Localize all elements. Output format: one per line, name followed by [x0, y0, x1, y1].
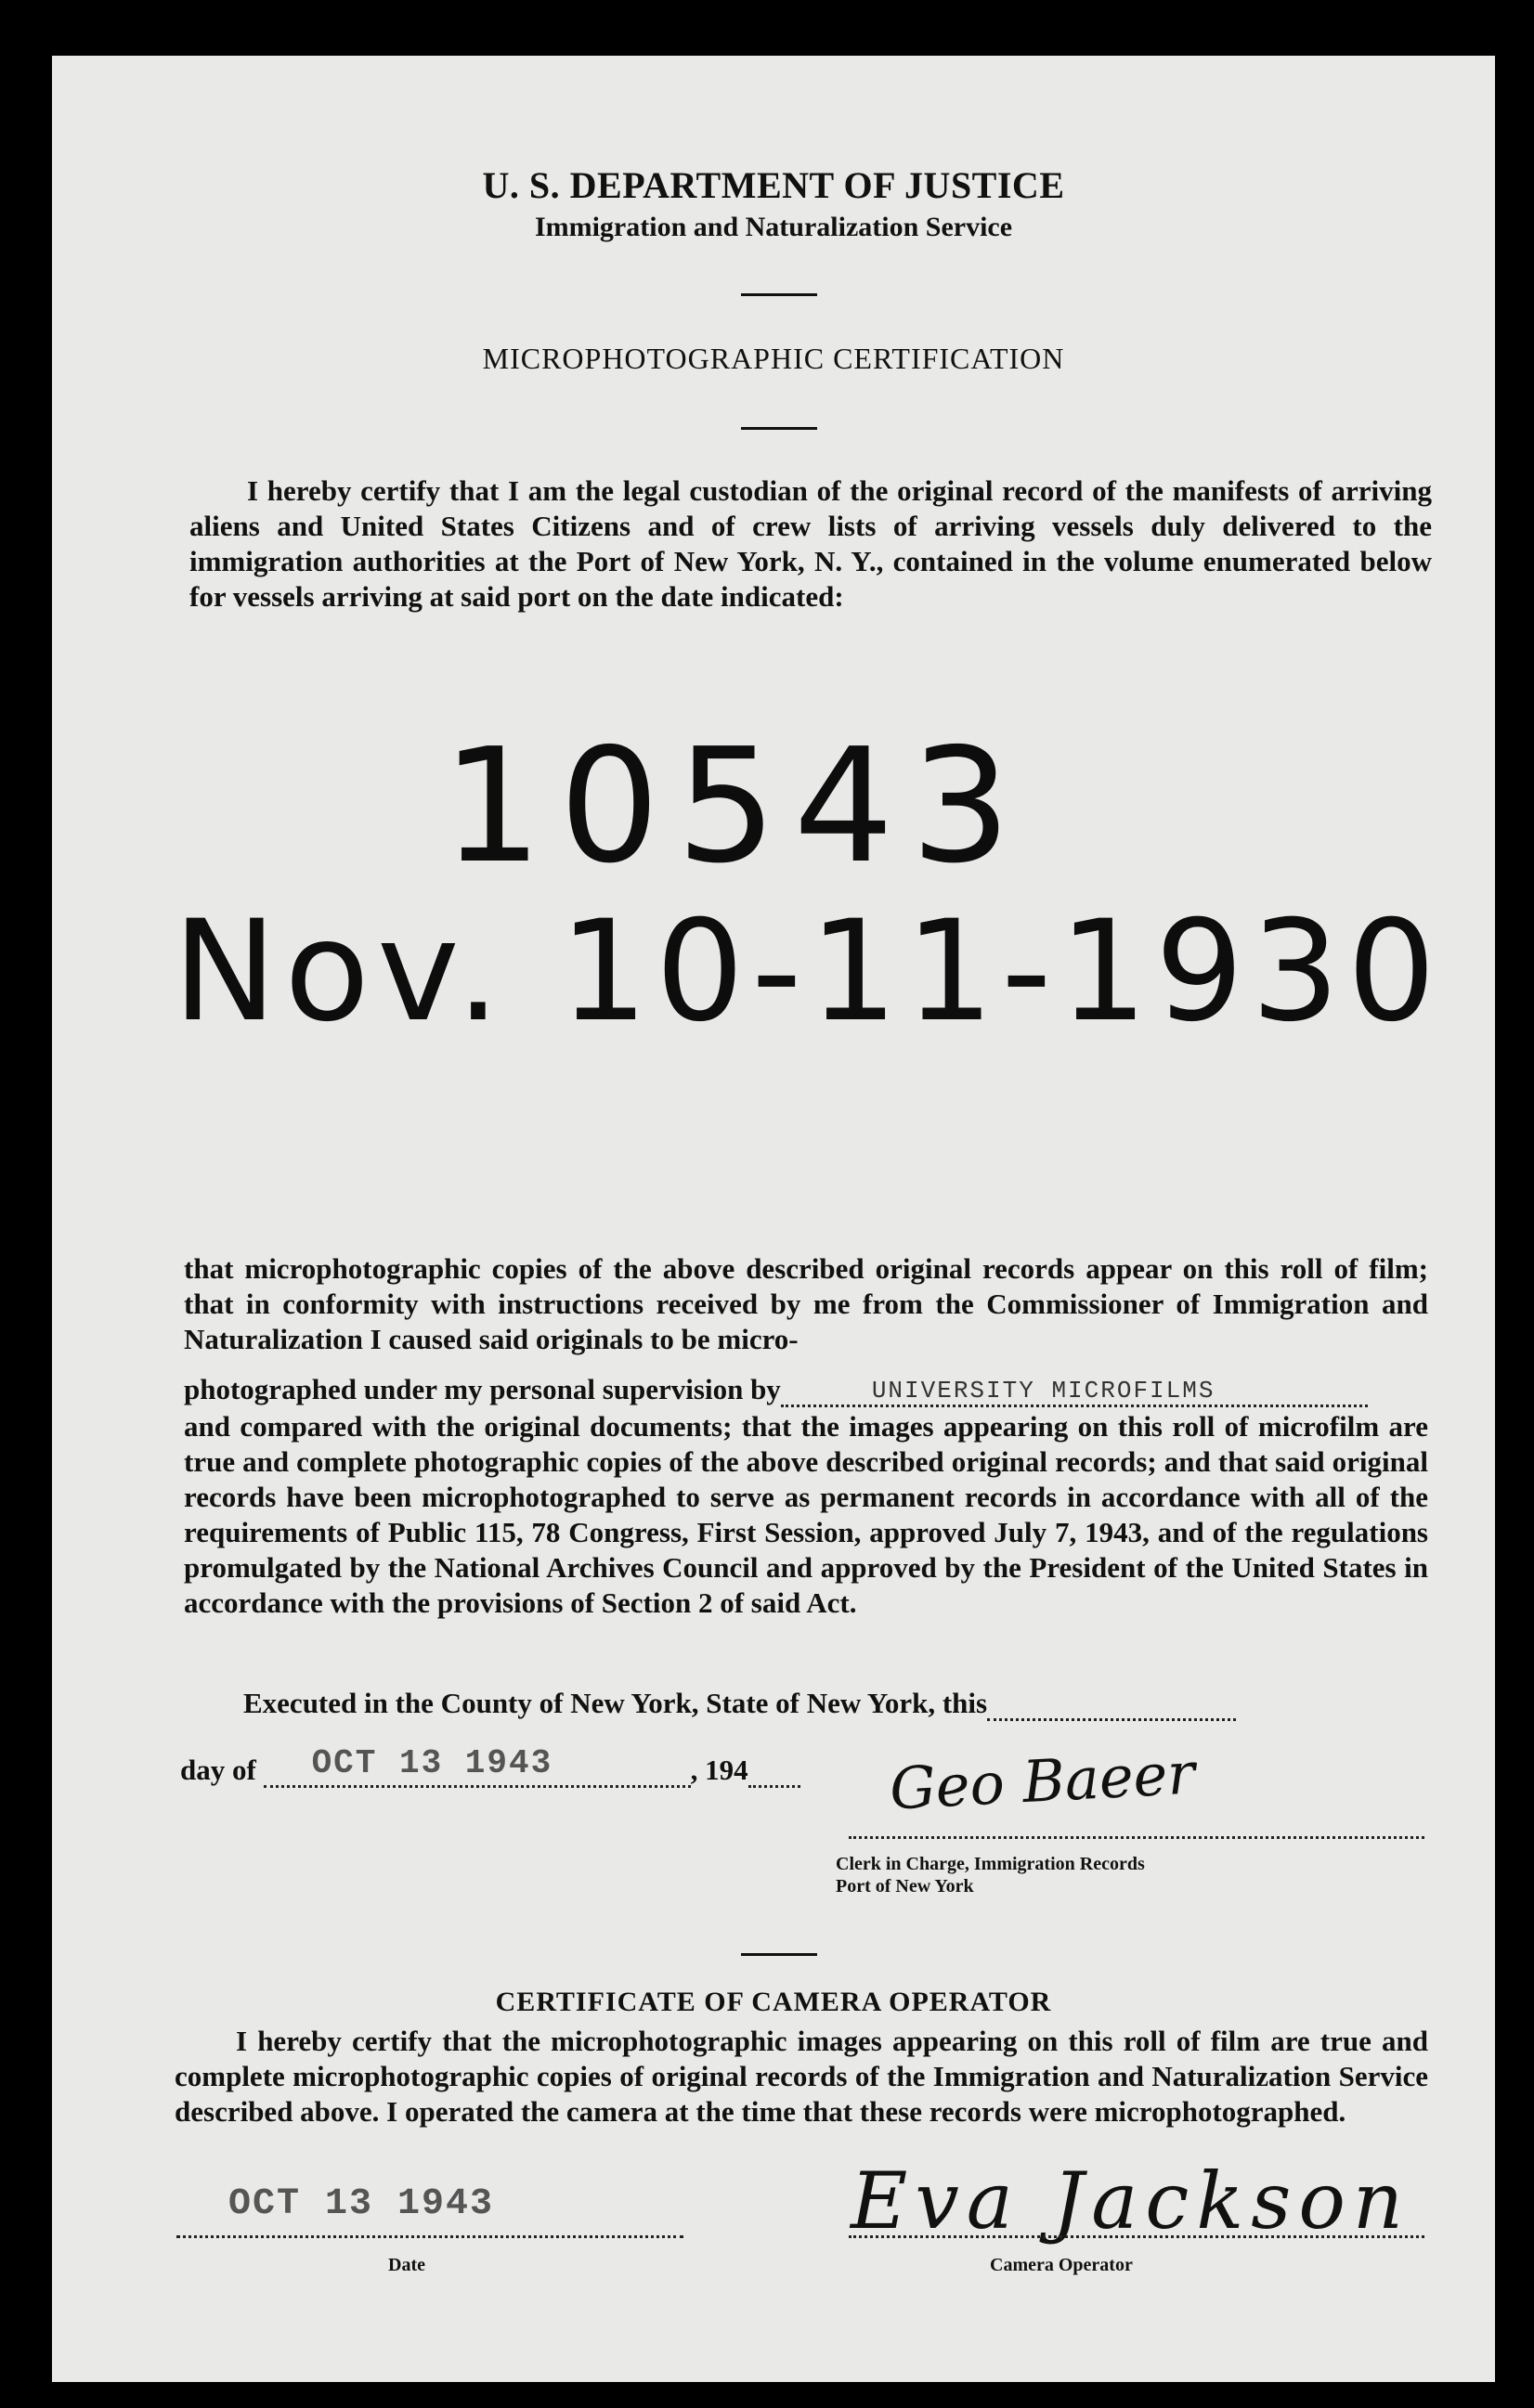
service-heading: Immigration and Naturalization Service	[534, 212, 1013, 242]
operator-signature: Eva Jackson	[851, 2156, 1411, 2246]
execution-line	[243, 1686, 1432, 1721]
day-of-label: day of	[180, 1754, 256, 1786]
body-part3-text: and compared with the original documents; that the images appearing on this roll of microfilm are true and complete photographic copies of the above described original records; and that said original records have been microphotographed to serve as permanent records in accordance with all of the requirements of Public 115, 78 Congress, First Session, approved July 7, 1943, and of the regulations promulgated by the National Archives Council and approved by the President of the United States in accordance with the provisions of Section 2 of said Act.	[184, 1410, 1428, 1619]
body-part1-text: that microphotographic copies of the above described original records appear on this roll of film; that in conformity with instructions received by me from the Commissioner of Immigration and Naturalization I caused said originals to be micro-	[184, 1252, 1428, 1355]
clerk-signature-line	[849, 1836, 1424, 1839]
supervisor-prefix: photographed under my personal supervision by	[184, 1373, 781, 1405]
year-suffix: , 194	[690, 1754, 748, 1786]
dates-handwritten: Nov. 10-11-1930	[173, 891, 1444, 1053]
camera-certificate-body: I hereby certify that the microphotographic images appearing on this roll of film are true and complete microphotographic copies of original records of the Immigration and Naturalization Service described above. I operated the camera at the time that these records were microphotographed.	[175, 2025, 1428, 2128]
supervisor-value: UNIVERSITY MICROFILMS	[871, 1377, 1216, 1405]
department-heading: U. S. DEPARTMENT OF JUSTICE	[482, 164, 1065, 206]
operator-signature-line	[849, 2235, 1424, 2238]
execution-day-field	[987, 1694, 1236, 1721]
body-part3	[184, 1409, 1428, 1621]
divider	[741, 1953, 817, 1956]
intro-text: I hereby certify that I am the legal custodian of the original record of the manifests of arriving aliens and United States Citizens and of crew lists of arriving vessels duly delivered to the immigration authorities at the Port of New York, N. Y., contained in the volume enumerated below for vessels arriving at said port on the date indicated:	[189, 474, 1432, 613]
certification-title: MICROPHOTOGRAPHIC CERTIFICATION	[482, 342, 1065, 375]
camera-date-label: Date	[388, 2255, 425, 2275]
day-of-field	[264, 1744, 691, 1788]
clerk-port: Port of New York	[836, 1876, 974, 1897]
body-part1	[184, 1251, 1428, 1357]
operator-label: Camera Operator	[990, 2255, 1133, 2275]
divider	[741, 293, 817, 296]
intro-paragraph	[189, 473, 1432, 615]
camera-certificate-text	[175, 2024, 1428, 2130]
camera-date-stamp: OCT 13 1943	[228, 2183, 495, 2225]
volume-number-handwritten: 10543	[442, 715, 1028, 899]
supervisor-line	[184, 1372, 1428, 1407]
camera-date-line	[176, 2235, 683, 2238]
divider	[741, 427, 817, 430]
camera-certificate-title: CERTIFICATE OF CAMERA OPERATOR	[495, 1987, 1052, 2017]
clerk-signature: Geo Baeer	[888, 1739, 1197, 1823]
day-of-line	[180, 1744, 923, 1788]
year-field	[748, 1761, 800, 1788]
certificate-page	[52, 56, 1495, 2382]
clerk-title: Clerk in Charge, Immigration Records	[836, 1854, 1145, 1874]
supervisor-field	[781, 1377, 1368, 1407]
day-of-stamp: OCT 13 1943	[311, 1744, 553, 1782]
execution-text: Executed in the County of New York, State of New York, this	[243, 1687, 988, 1719]
